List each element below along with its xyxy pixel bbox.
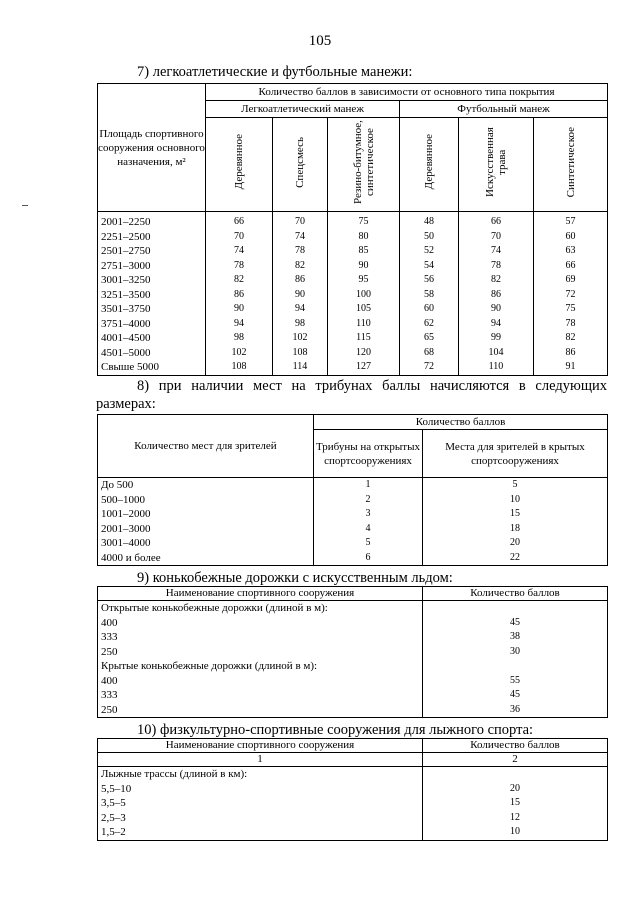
points-cell: 15 <box>423 796 608 811</box>
value-cell: 94 <box>206 317 273 332</box>
length-cell: 400 <box>98 616 423 631</box>
seats-cell: До 500 <box>98 478 314 493</box>
value-cell: 90 <box>206 302 273 317</box>
open-points-cell: 5 <box>314 536 423 551</box>
value-cell: 62 <box>400 317 459 332</box>
table-row <box>98 825 608 840</box>
subcol-label: Искусственная трава <box>484 127 508 197</box>
table-row <box>98 688 608 703</box>
length-cell: 400 <box>98 674 423 689</box>
points-cell: 20 <box>423 782 608 797</box>
value-cell: 74 <box>273 230 328 245</box>
table-arenas <box>97 83 608 376</box>
table-row <box>98 331 608 346</box>
value-cell: 82 <box>459 273 534 288</box>
col-area-header: Площадь спортивного сооружения основного назначения, м² <box>98 84 206 212</box>
points-cell: 45 <box>423 688 608 703</box>
section-7-heading: 7) легкоатлетические и футбольные манежи: <box>137 64 413 80</box>
subcol-header-2 <box>328 118 400 212</box>
col-number-1: 1 <box>98 753 423 767</box>
value-cell: 74 <box>459 244 534 259</box>
value-cell: 80 <box>328 230 400 245</box>
table-row <box>98 230 608 245</box>
table-row <box>98 616 608 631</box>
table-row <box>98 478 608 493</box>
covered-points-cell: 15 <box>423 507 608 522</box>
col-points-header: Количество баллов <box>314 415 608 430</box>
table-row <box>98 796 608 811</box>
section-9-heading: 9) конькобежные дорожки с искусственным льдом: <box>137 570 453 586</box>
open-points-cell: 3 <box>314 507 423 522</box>
length-cell: 3,5–5 <box>98 796 423 811</box>
area-cell: 2501–2750 <box>98 244 206 259</box>
table-row <box>98 212 608 230</box>
length-cell: 333 <box>98 630 423 645</box>
points-cell: 45 <box>423 616 608 631</box>
value-cell: 52 <box>400 244 459 259</box>
value-cell: 82 <box>273 259 328 274</box>
empty-cell <box>423 601 608 616</box>
empty-cell <box>423 659 608 674</box>
value-cell: 98 <box>273 317 328 332</box>
value-cell: 78 <box>459 259 534 274</box>
length-cell: 333 <box>98 688 423 703</box>
open-points-cell: 4 <box>314 522 423 537</box>
group-label: Открытые конькобежные дорожки (длиной в м): <box>98 601 423 616</box>
subcol-header-4 <box>459 118 534 212</box>
value-cell: 100 <box>328 288 400 303</box>
table-ski <box>97 738 608 841</box>
subcol-label: Спецсмесь <box>294 136 306 188</box>
points-cell: 10 <box>423 825 608 840</box>
length-cell: 5,5–10 <box>98 782 423 797</box>
group-open-tracks <box>98 601 608 616</box>
open-points-cell: 2 <box>314 493 423 508</box>
col-points-header: Количество баллов в зависимости от основного типа покрытия <box>206 84 608 101</box>
value-cell: 90 <box>273 288 328 303</box>
table-row <box>98 259 608 274</box>
area-cell: 4001–4500 <box>98 331 206 346</box>
covered-points-cell: 18 <box>423 522 608 537</box>
value-cell: 78 <box>206 259 273 274</box>
value-cell: 90 <box>459 302 534 317</box>
section-10-heading: 10) физкультурно-спортивные сооружения для лыжного спорта: <box>137 722 534 738</box>
seats-cell: 2001–3000 <box>98 522 314 537</box>
value-cell: 86 <box>534 346 608 361</box>
covered-points-cell: 22 <box>423 551 608 566</box>
col-name-header: Наименование спортивного сооружения <box>98 739 423 753</box>
area-cell: 3001–3250 <box>98 273 206 288</box>
value-cell: 94 <box>459 317 534 332</box>
value-cell: 66 <box>534 259 608 274</box>
table-row <box>98 507 608 522</box>
covered-points-cell: 5 <box>423 478 608 493</box>
value-cell: 98 <box>206 331 273 346</box>
points-cell: 30 <box>423 645 608 660</box>
length-cell: 250 <box>98 703 423 718</box>
subcol-header-3 <box>400 118 459 212</box>
value-cell: 115 <box>328 331 400 346</box>
open-points-cell: 1 <box>314 478 423 493</box>
table-row <box>98 346 608 361</box>
value-cell: 86 <box>206 288 273 303</box>
value-cell: 105 <box>328 302 400 317</box>
value-cell: 110 <box>328 317 400 332</box>
table-skating <box>97 586 608 718</box>
covered-points-cell: 10 <box>423 493 608 508</box>
value-cell: 66 <box>459 212 534 230</box>
area-cell: 3251–3500 <box>98 288 206 303</box>
seats-cell: 500–1000 <box>98 493 314 508</box>
value-cell: 65 <box>400 331 459 346</box>
subcol-label: Деревянное <box>423 134 435 190</box>
area-cell: 4501–5000 <box>98 346 206 361</box>
value-cell: 68 <box>400 346 459 361</box>
group-covered-tracks <box>98 659 608 674</box>
col-covered-seats-header: Места для зрителей в крытых спортсооружениях <box>423 430 608 478</box>
value-cell: 70 <box>459 230 534 245</box>
value-cell: 72 <box>400 360 459 375</box>
table-row <box>98 782 608 797</box>
value-cell: 95 <box>328 273 400 288</box>
value-cell: 70 <box>206 230 273 245</box>
value-cell: 75 <box>328 212 400 230</box>
table-row <box>98 674 608 689</box>
table-row <box>98 317 608 332</box>
table-row <box>98 551 608 566</box>
subcol-label: Резино-битумное, синтетическое <box>351 120 376 204</box>
group-label: Крытые конькобежные дорожки (длиной в м): <box>98 659 423 674</box>
value-cell: 54 <box>400 259 459 274</box>
value-cell: 63 <box>534 244 608 259</box>
empty-cell <box>423 767 608 782</box>
margin-mark <box>22 205 28 206</box>
subcol-label: Синтетическое <box>564 126 577 198</box>
table-stands <box>97 414 608 566</box>
points-cell: 55 <box>423 674 608 689</box>
points-cell: 12 <box>423 811 608 826</box>
value-cell: 58 <box>400 288 459 303</box>
value-cell: 110 <box>459 360 534 375</box>
table-row <box>98 630 608 645</box>
value-cell: 57 <box>534 212 608 230</box>
value-cell: 99 <box>459 331 534 346</box>
group-ski-tracks <box>98 767 608 782</box>
value-cell: 86 <box>273 273 328 288</box>
area-cell: 2001–2250 <box>98 212 206 230</box>
section-8-heading-line1: 8) при наличии мест на трибунах баллы начисляются в следующих <box>137 378 607 394</box>
points-cell: 38 <box>423 630 608 645</box>
value-cell: 90 <box>328 259 400 274</box>
value-cell: 108 <box>206 360 273 375</box>
seats-cell: 4000 и более <box>98 551 314 566</box>
value-cell: 91 <box>534 360 608 375</box>
subcol-header-5 <box>534 118 608 212</box>
group-athletics-header: Легкоатлетический манеж <box>206 101 400 118</box>
col-points-header: Количество баллов <box>423 739 608 753</box>
value-cell: 60 <box>534 230 608 245</box>
area-cell: Свыше 5000 <box>98 360 206 375</box>
value-cell: 114 <box>273 360 328 375</box>
value-cell: 50 <box>400 230 459 245</box>
covered-points-cell: 20 <box>423 536 608 551</box>
col-name-header: Наименование спортивного сооружения <box>98 587 423 601</box>
value-cell: 72 <box>534 288 608 303</box>
col-number-2: 2 <box>423 753 608 767</box>
value-cell: 120 <box>328 346 400 361</box>
table-row <box>98 302 608 317</box>
table-row <box>98 288 608 303</box>
value-cell: 127 <box>328 360 400 375</box>
value-cell: 85 <box>328 244 400 259</box>
table-row <box>98 360 608 375</box>
subcol-header-1 <box>273 118 328 212</box>
group-label: Лыжные трассы (длиной в км): <box>98 767 423 782</box>
value-cell: 82 <box>206 273 273 288</box>
value-cell: 48 <box>400 212 459 230</box>
table-row <box>98 703 608 718</box>
seats-cell: 3001–4000 <box>98 536 314 551</box>
length-cell: 1,5–2 <box>98 825 423 840</box>
value-cell: 78 <box>273 244 328 259</box>
value-cell: 86 <box>459 288 534 303</box>
area-cell: 2251–2500 <box>98 230 206 245</box>
col-points-header: Количество баллов <box>423 587 608 601</box>
subcol-header-0 <box>206 118 273 212</box>
area-cell: 2751–3000 <box>98 259 206 274</box>
value-cell: 74 <box>206 244 273 259</box>
value-cell: 104 <box>459 346 534 361</box>
value-cell: 75 <box>534 302 608 317</box>
value-cell: 82 <box>534 331 608 346</box>
col-open-stands-header: Трибуны на открытых спортсооружениях <box>314 430 423 478</box>
length-cell: 250 <box>98 645 423 660</box>
value-cell: 56 <box>400 273 459 288</box>
value-cell: 66 <box>206 212 273 230</box>
col-seats-header: Количество мест для зрителей <box>98 415 314 478</box>
value-cell: 60 <box>400 302 459 317</box>
section-8-heading-line2: размерах: <box>96 396 156 412</box>
value-cell: 69 <box>534 273 608 288</box>
value-cell: 102 <box>273 331 328 346</box>
table-row <box>98 522 608 537</box>
value-cell: 108 <box>273 346 328 361</box>
table-row <box>98 811 608 826</box>
area-cell: 3751–4000 <box>98 317 206 332</box>
subcol-label: Деревянное <box>233 134 245 190</box>
points-cell: 36 <box>423 703 608 718</box>
seats-cell: 1001–2000 <box>98 507 314 522</box>
table-row <box>98 536 608 551</box>
value-cell: 94 <box>273 302 328 317</box>
page-number: 105 <box>308 33 332 49</box>
table-row <box>98 493 608 508</box>
area-cell: 3501–3750 <box>98 302 206 317</box>
value-cell: 70 <box>273 212 328 230</box>
value-cell: 78 <box>534 317 608 332</box>
table-row <box>98 273 608 288</box>
table-row <box>98 645 608 660</box>
open-points-cell: 6 <box>314 551 423 566</box>
group-football-header: Футбольный манеж <box>400 101 608 118</box>
length-cell: 2,5–3 <box>98 811 423 826</box>
value-cell: 102 <box>206 346 273 361</box>
table-row <box>98 244 608 259</box>
